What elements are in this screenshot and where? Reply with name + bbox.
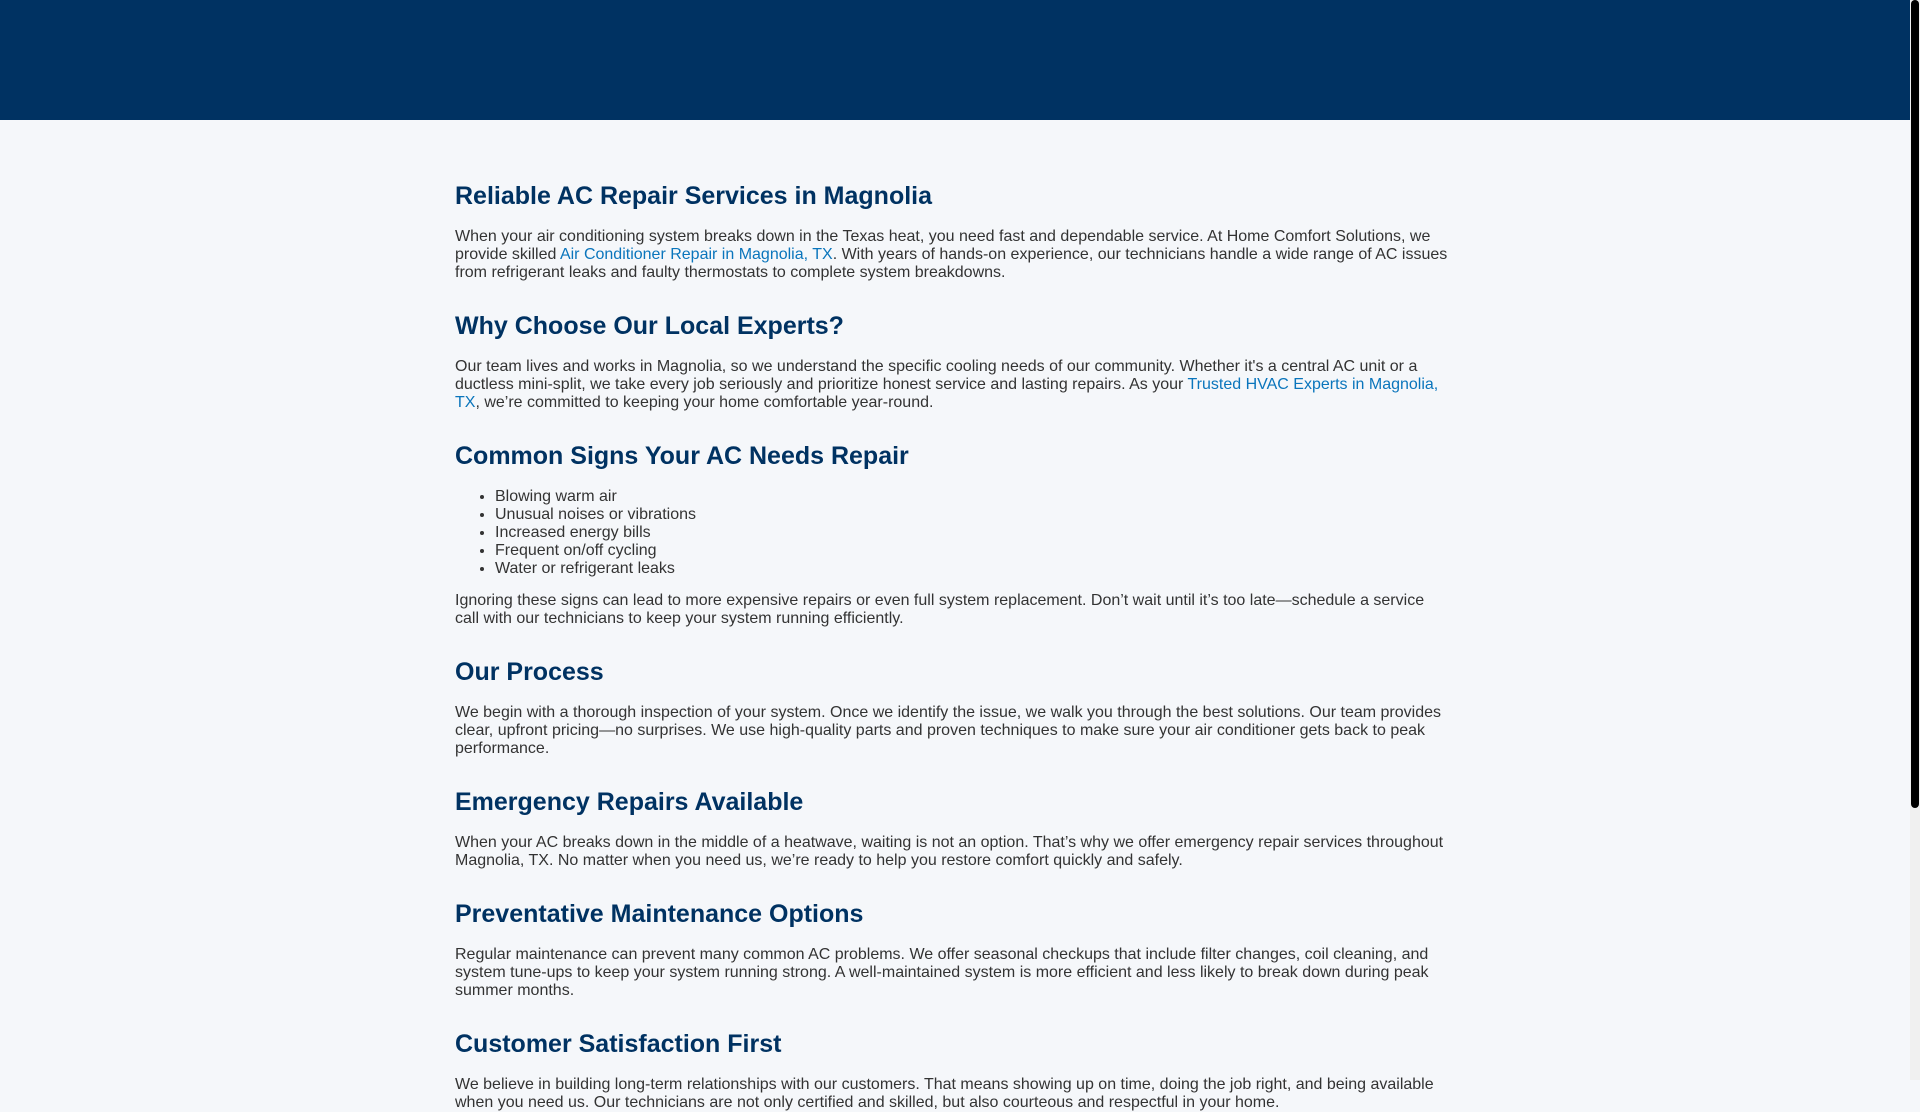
heading-emergency-repairs: Emergency Repairs Available bbox=[455, 788, 804, 816]
paragraph-local-experts bbox=[455, 358, 1450, 412]
heading-common-signs: Common Signs Your AC Needs Repair bbox=[455, 442, 909, 470]
paragraph-text: Our team lives and works in Magnolia, so we understand the specific cooling needs of our community. Whether it's a central AC unit or a ductless mini-split, we take every job seriously and prioritize honest service and lasting repairs. As your bbox=[455, 358, 1418, 393]
paragraph-customer-satisfaction: We believe in building long-term relationships with our customers. That means showing up on time, doing the job right, and being available when you need us. Our technicians are not only certified and skilled, but also courteous and respectful in your home. bbox=[455, 1076, 1434, 1111]
heading-our-process: Our Process bbox=[455, 658, 604, 686]
paragraph-ac-repair bbox=[455, 228, 1450, 282]
heading-customer-satisfaction: Customer Satisfaction First bbox=[455, 1030, 782, 1058]
paragraph-preventative-maintenance: Regular maintenance can prevent many common AC problems. We offer seasonal checkups that include filter changes, coil cleaning, and system tune-ups to keep your system running strong. A well-maintained system is more efficient and less likely to break down during peak summer months. bbox=[455, 946, 1429, 999]
link-air-conditioner-repair[interactable]: Air Conditioner Repair in Magnolia, TX bbox=[559, 246, 833, 263]
paragraph-common-signs: Ignoring these signs can lead to more expensive repairs or even full system replacement. Don’t wait until it’s too late—schedule a service call with our technicians to keep your system running efficiently. bbox=[455, 592, 1425, 627]
list-item: • Increased energy bills bbox=[495, 524, 1450, 542]
list-item: • Blowing warm air bbox=[495, 488, 1450, 506]
heading-ac-repair: Reliable AC Repair Services in Magnolia bbox=[455, 182, 933, 210]
list-item: • Unusual noises or vibrations bbox=[495, 506, 1450, 524]
paragraph-text: . With years of hands-on experience, our technicians handle a wide range of AC issues from refrigerant leaks and faulty thermostats to complete system breakdowns. bbox=[455, 246, 1448, 281]
main-content bbox=[455, 155, 1450, 1112]
heading-preventative-maintenance: Preventative Maintenance Options bbox=[455, 900, 864, 928]
link-trusted-hvac-experts[interactable]: Trusted HVAC Experts in Magnolia, TX bbox=[455, 376, 1439, 411]
header-banner bbox=[0, 0, 1910, 120]
heading-local-experts: Why Choose Our Local Experts? bbox=[455, 312, 844, 340]
signs-list bbox=[455, 488, 1450, 578]
paragraph-emergency-repairs: When your AC breaks down in the middle of a heatwave, waiting is not an option. That’s why we offer emergency repair services throughout Magnolia, TX. No matter when you need us, we’re ready to help you restore comfort quickly and safely. bbox=[455, 834, 1444, 869]
scrollbar-track[interactable] bbox=[1910, 0, 1920, 1080]
paragraph-our-process: We begin with a thorough inspection of your system. Once we identify the issue, we walk you through the best solutions. Our team provides clear, upfront pricing—no surprises. We use high-quality parts and proven techniques to make sure your air conditioner gets back to peak performance. bbox=[455, 704, 1441, 757]
paragraph-text: When your air conditioning system breaks down in the Texas heat, you need fast and dependable service. At Home Comfort Solutions, we provide skilled bbox=[455, 228, 1431, 263]
scrollbar-thumb[interactable] bbox=[1911, 0, 1919, 808]
paragraph-text: , we’re committed to keeping your home comfortable year-round. bbox=[475, 394, 934, 411]
list-item: • Frequent on/off cycling bbox=[495, 542, 1450, 560]
list-item: • Water or refrigerant leaks bbox=[495, 560, 1450, 578]
